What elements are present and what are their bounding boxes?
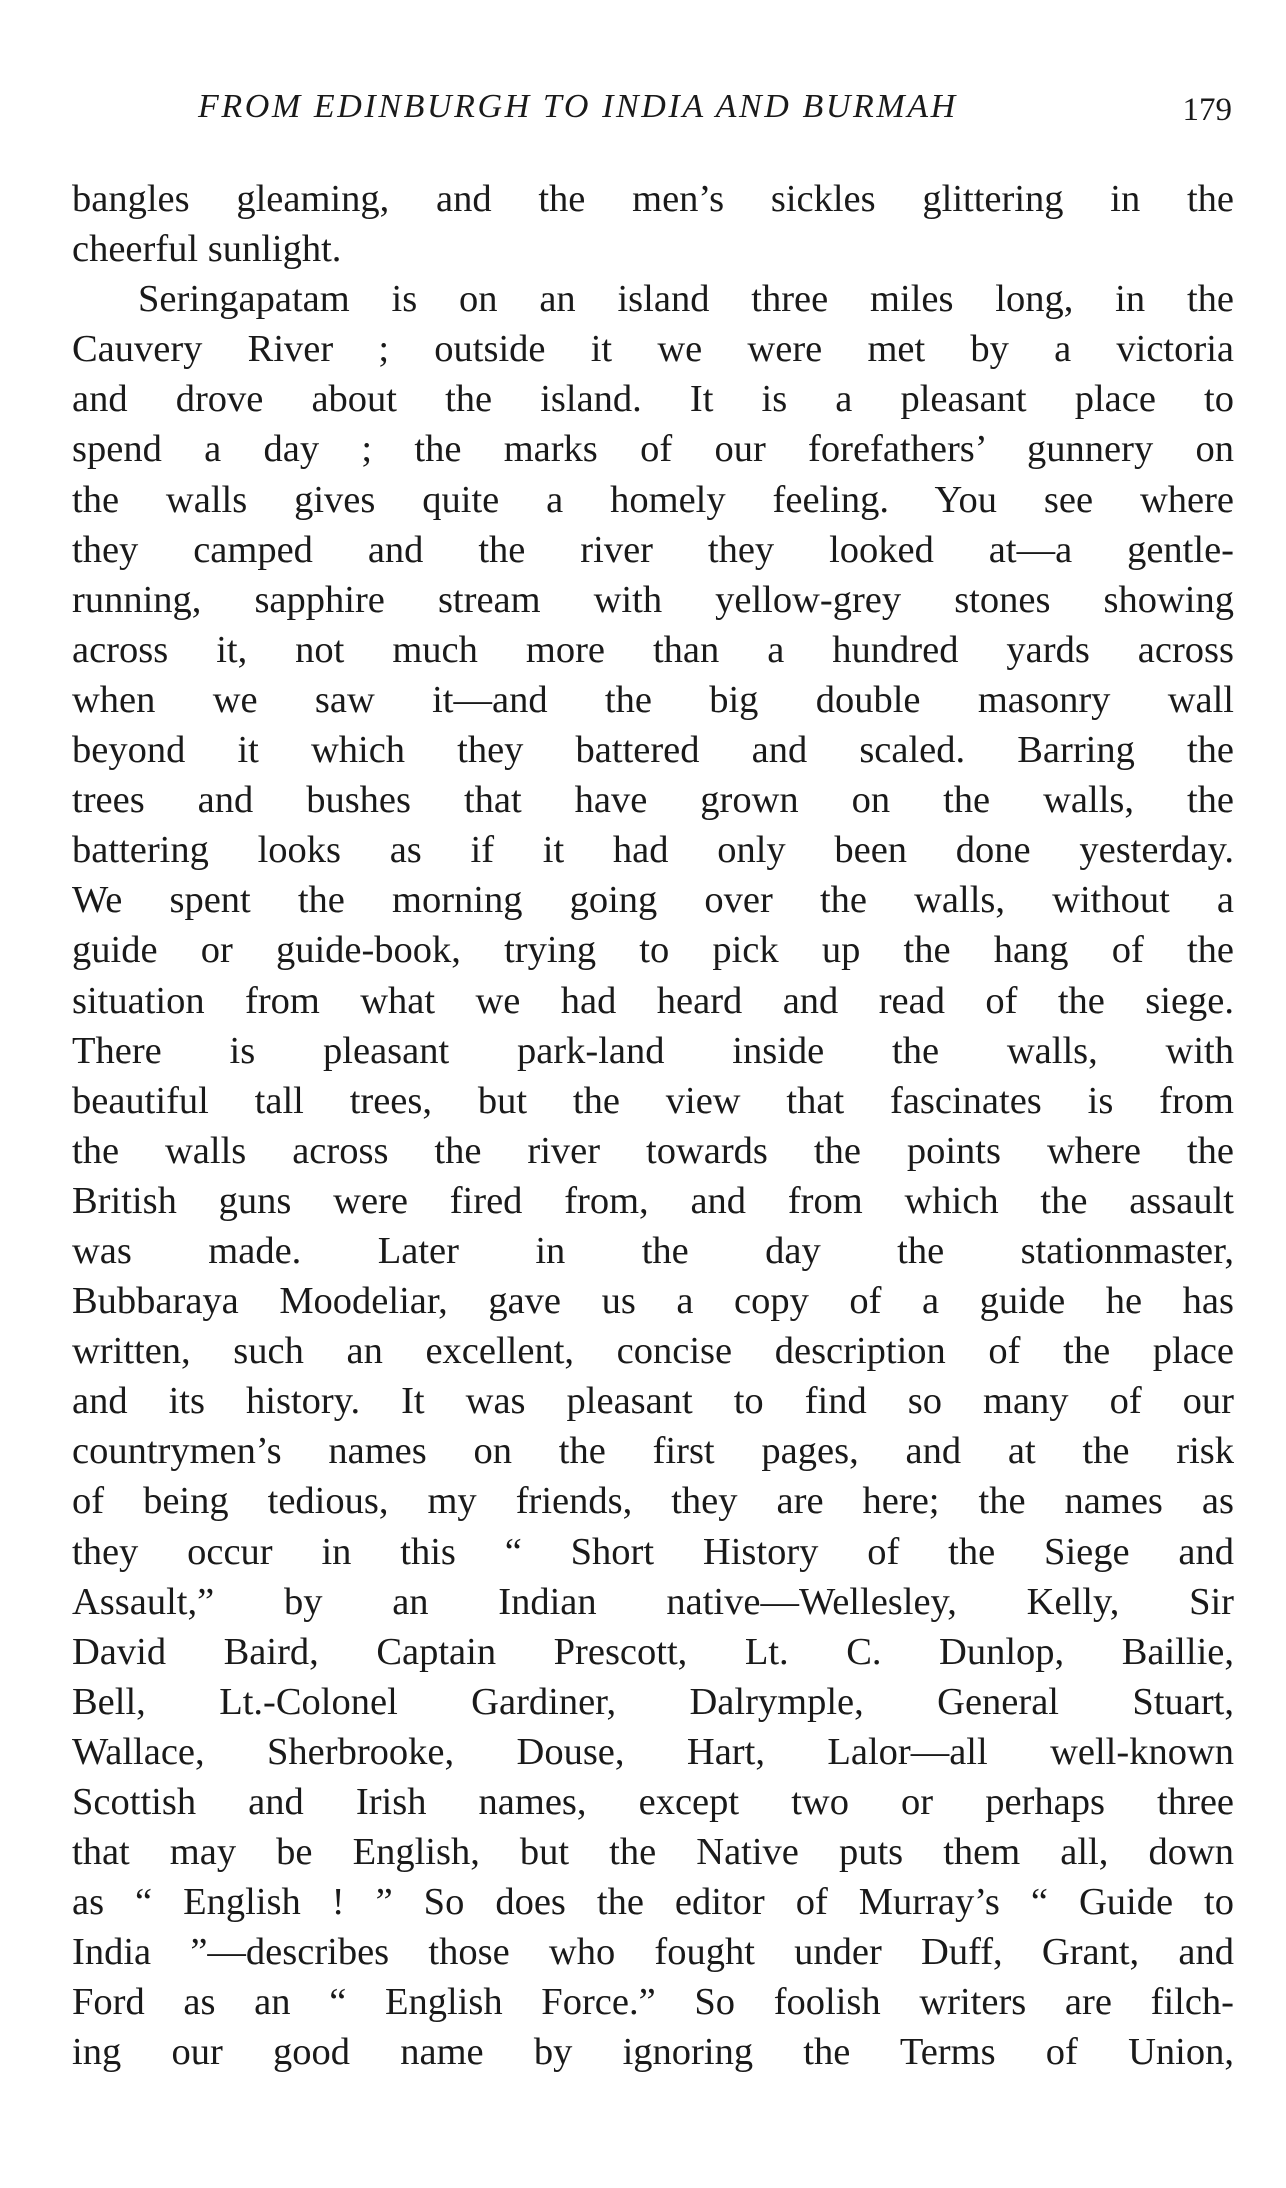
text-line: ing our good name by ignoring the Terms of Union, [72, 2031, 1234, 2074]
text-line: Bell, Lt.-Colonel Gardiner, Dalrymple, General Stuart, [72, 1680, 1234, 1723]
running-head [72, 88, 1232, 138]
text-line: beautiful tall trees, but the view that fascinates is from [72, 1079, 1234, 1122]
page-number: 179 [1182, 92, 1232, 128]
text-line: that may be English, but the Native puts them all, down [72, 1831, 1234, 1874]
paragraph-start-line: Seringapatam is on an island three miles long, in the [138, 278, 1234, 321]
running-head-title: FROM EDINBURGH TO INDIA AND BURMAH [198, 88, 958, 125]
text-line: British guns were fired from, and from which the assault [72, 1179, 1234, 1222]
text-line: Assault,” by an Indian native—Wellesley, Kelly, Sir [72, 1580, 1234, 1623]
text-line: running, sapphire stream with yellow-grey stones showing [72, 578, 1234, 621]
text-line: situation from what we had heard and read of the siege. [72, 979, 1234, 1022]
text-line: when we saw it—and the big double masonry wall [72, 678, 1234, 721]
text-line: There is pleasant park-land inside the walls, with [72, 1029, 1234, 1072]
text-line: India ”—describes those who fought under Duff, Grant, and [72, 1931, 1234, 1974]
text-line: David Baird, Captain Prescott, Lt. C. Dunlop, Baillie, [72, 1630, 1234, 1673]
text-line: beyond it which they battered and scaled. Barring the [72, 729, 1234, 772]
text-line: written, such an excellent, concise description of the place [72, 1330, 1234, 1373]
text-line: the walls gives quite a homely feeling. You see where [72, 478, 1234, 521]
text-line: and its history. It was pleasant to find so many of our [72, 1380, 1234, 1423]
text-line: Ford as an “ English Force.” So foolish writers are filch- [72, 1981, 1234, 2024]
text-line: they occur in this “ Short History of the Siege and [72, 1530, 1234, 1573]
text-line: Wallace, Sherbrooke, Douse, Hart, Lalor—all well-known [72, 1730, 1234, 1773]
text-line: trees and bushes that have grown on the walls, the [72, 779, 1234, 822]
text-line: battering looks as if it had only been done yesterday. [72, 829, 1234, 872]
text-line: was made. Later in the day the stationmaster, [72, 1229, 1234, 1272]
text-line: Scottish and Irish names, except two or perhaps three [72, 1781, 1234, 1823]
text-line: bangles gleaming, and the men’s sickles glittering in the [72, 178, 1234, 220]
text-line: and drove about the island. It is a pleasant place to [72, 378, 1234, 421]
text-line: of being tedious, my friends, they are here; the names as [72, 1480, 1234, 1523]
text-line: We spent the morning going over the walls, without a [72, 879, 1234, 922]
text-line: the walls across the river towards the points where the [72, 1129, 1234, 1172]
text-line: spend a day ; the marks of our forefathers’ gunnery on [72, 428, 1234, 471]
body-text [72, 174, 1234, 2078]
text-line: across it, not much more than a hundred yards across [72, 628, 1234, 671]
text-line: they camped and the river they looked at—a gentle- [72, 528, 1234, 571]
text-line: Cauvery River ; outside it we were met by a victoria [72, 328, 1234, 371]
text-line: guide or guide-book, trying to pick up the hang of the [72, 929, 1234, 972]
text-line: as “ English ! ” So does the editor of Murray’s “ Guide to [72, 1881, 1234, 1924]
text-line: Bubbaraya Moodeliar, gave us a copy of a guide he has [72, 1280, 1234, 1323]
text-line: countrymen’s names on the first pages, and at the risk [72, 1430, 1234, 1473]
text-line: cheerful sunlight. [72, 228, 342, 271]
